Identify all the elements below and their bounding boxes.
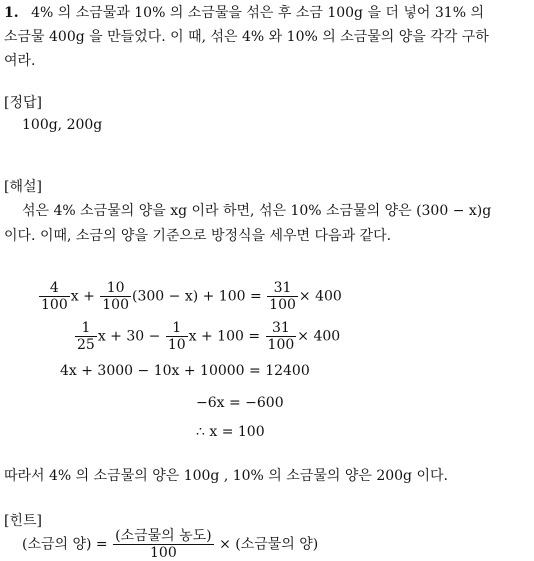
eq-text: × 400 bbox=[298, 288, 342, 305]
denominator: 100 bbox=[41, 297, 68, 313]
denominator: 100 bbox=[102, 297, 129, 313]
answer-text: 100g, 200g bbox=[22, 117, 103, 133]
hint-lhs: (소금의 양) = bbox=[22, 536, 108, 553]
solution-text-2: 이다. 이때, 소금의 양을 기준으로 방정식을 세우면 다음과 같다. bbox=[4, 228, 392, 244]
eq-text: (300 − x) + 100 = bbox=[132, 288, 262, 305]
hint-rhs: × (소금물의 양) bbox=[219, 536, 319, 553]
fraction bbox=[166, 320, 188, 353]
answer-heading: [정답] bbox=[4, 95, 42, 111]
denominator: 100 bbox=[269, 297, 296, 313]
problem-text-1: 4% 의 소금물과 10% 의 소금물을 섞은 후 소금 100g 을 더 넣어 31% 의 bbox=[31, 5, 484, 21]
equation-3: 4x + 3000 − 10x + 10000 = 12400 bbox=[60, 363, 310, 379]
fraction bbox=[266, 320, 297, 353]
equation-1 bbox=[38, 280, 342, 313]
numerator: 4 bbox=[49, 280, 59, 296]
numerator: (소금물의 농도) bbox=[115, 528, 212, 544]
numerator: 31 bbox=[273, 280, 292, 296]
solution-heading: [해설] bbox=[4, 179, 42, 195]
hint-formula bbox=[22, 528, 318, 561]
numerator: 31 bbox=[271, 320, 290, 336]
denominator: 100 bbox=[113, 544, 214, 561]
conclusion-text: 따라서 4% 의 소금물의 양은 100g , 10% 의 소금물의 양은 200g 이다. bbox=[4, 468, 448, 484]
equation-4: −6x = −600 bbox=[196, 395, 284, 411]
equation-2 bbox=[74, 320, 340, 353]
fraction bbox=[113, 528, 214, 561]
denominator: 25 bbox=[77, 337, 95, 353]
equation-5: ∴ x = 100 bbox=[196, 424, 265, 440]
fraction bbox=[39, 280, 70, 313]
problem-line-1 bbox=[4, 2, 484, 22]
eq-text: x + 100 = bbox=[188, 328, 261, 345]
eq-text: x + 30 − bbox=[97, 328, 161, 345]
fraction bbox=[75, 320, 97, 353]
problem-line-3: 여라. bbox=[4, 53, 36, 69]
problem-number: 1. bbox=[4, 5, 19, 21]
fraction bbox=[267, 280, 298, 313]
denominator: 10 bbox=[167, 337, 186, 353]
numerator: 10 bbox=[106, 280, 125, 296]
denominator: 100 bbox=[267, 337, 295, 353]
eq-text: × 400 bbox=[297, 328, 341, 345]
numerator: 1 bbox=[172, 320, 182, 336]
eq-text: x + bbox=[70, 288, 95, 305]
hint-heading: [힌트] bbox=[4, 513, 42, 529]
problem-line-2: 소금물 400g 을 만들었다. 이 때, 섞은 4% 와 10% 의 소금물의 양을 각각 구하 bbox=[4, 29, 489, 45]
fraction bbox=[100, 280, 131, 313]
solution-text-1: 섞은 4% 소금물의 양을 xg 이라 하면, 섞은 10% 소금물의 양은 (300 − x)g bbox=[22, 203, 492, 219]
numerator: 1 bbox=[81, 320, 91, 336]
